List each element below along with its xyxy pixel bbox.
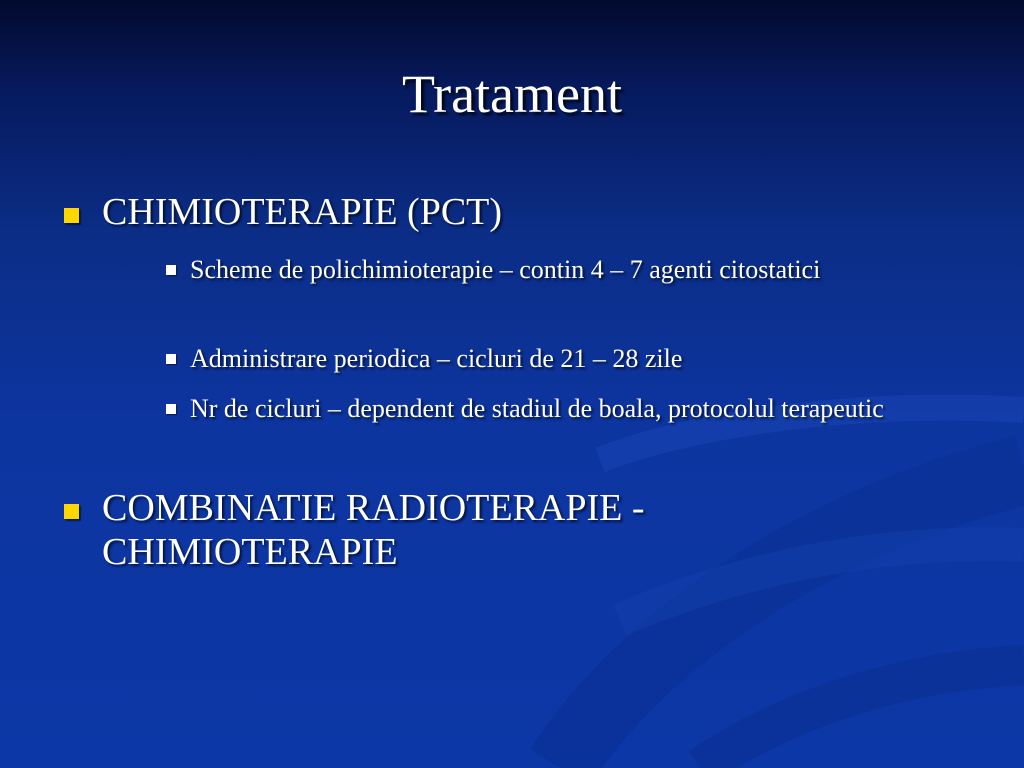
sub-bullet-administrare: Administrare periodica – cicluri de 21 – 28 zile [190,344,683,373]
bullet-square-icon [64,208,79,223]
sub-bullet-square-icon [166,265,176,275]
sub-bullet-scheme: Scheme de polichimioterapie – contin 4 – 7 agenti citostatici [190,255,821,284]
slide-title: Tratament [402,64,622,124]
bullet-combinatie: COMBINATIE RADIOTERAPIE - CHIMIOTERAPIE [102,487,645,573]
bullet-square-icon [64,504,79,519]
sub-bullet-square-icon [166,404,176,414]
bullet-chimioterapie: CHIMIOTERAPIE (PCT) [102,191,503,233]
swirl-arc-bottom [700,665,1024,768]
sub-bullet-square-icon [166,354,176,364]
sub-bullet-nr-cicluri: Nr de cicluri – dependent de stadiul de boala, protocolul terapeutic [190,394,884,423]
